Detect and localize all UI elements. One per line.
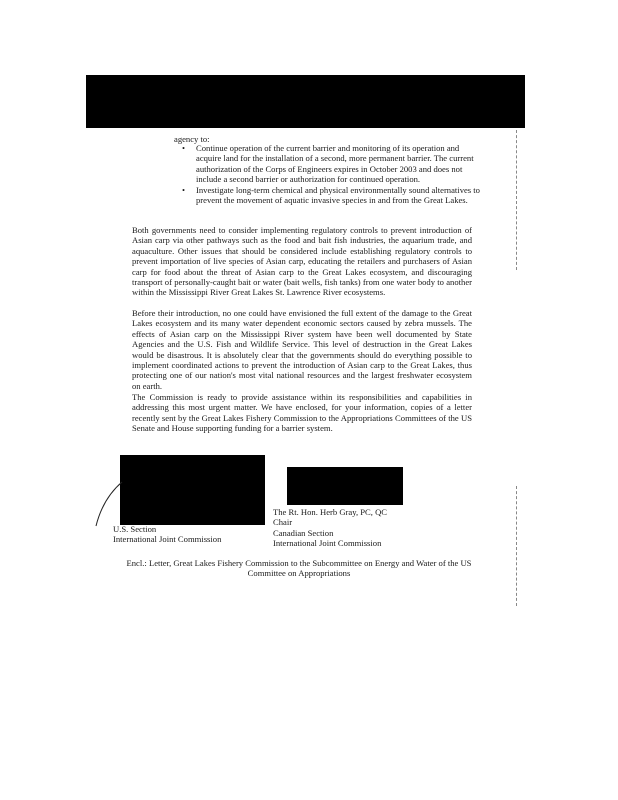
signature-block-right bbox=[273, 507, 387, 549]
signature-block-left bbox=[113, 524, 221, 545]
bullet-text: Continue operation of the current barrier and monitoring of its operation and acquire land for the installation of a second, more permanent barrier. The current authorization of the Corps of Engineers expires in October 2003 and does not include a second barrier or authorization for continued operation. bbox=[196, 143, 474, 185]
paragraph-regulatory-controls: Both governments need to consider implementing regulatory controls to prevent introduction of Asian carp via other pathways such as the food and bait fish industries, the aquarium trade, and aquaculture. Other issues that should be considered include establishing regulatory controls to prevent importation of live species of Asian carp, educating the retailers and purchasers of Asian carp for food about the threat of Asian carp to the Great Lakes ecosystem, and discouraging transport of personally-caught bait or water (bait wells, fish tanks) from one water body to another within the Mississippi River Great Lakes St. Lawrence River ecosystems. bbox=[132, 225, 472, 298]
signature-line: International Joint Commission bbox=[273, 538, 382, 549]
bullet-list bbox=[178, 143, 486, 205]
margin-scan-mark bbox=[516, 130, 518, 270]
bullet-item bbox=[182, 184, 486, 206]
redaction-block-signature-right bbox=[287, 467, 403, 505]
intro-line: agency to: bbox=[174, 134, 210, 144]
signature-line: U.S. Section bbox=[113, 524, 157, 534]
enclosure-note: Encl.: Letter, Great Lakes Fishery Commission to the Subcommittee on Energy and Water of the US Committee on Appropriations bbox=[126, 558, 472, 579]
paragraph-damage: Before their introduction, no one could have envisioned the full extent of the damage to the Great Lakes ecosystem and its many water dependent economic sectors caused by zebra mussels. The effects of Asian carp on the Mississippi River system have been well documented by State Agencies and the U.S. Fish and Wildlife Service. This level of destruction in the Great Lakes would be disastrous. It is absolutely clear that the governments should do everything possible to implement coordinated actions to prevent the introduction of Asian carp to the Great Lakes, thus protecting one of our nation's most vital national resources and the largest freshwater ecosystem on earth. bbox=[132, 308, 472, 391]
bullet-text: Investigate long-term chemical and physical environmentally sound alternatives to prevent the movement of aquatic invasive species in and from the Great Lakes. bbox=[196, 184, 480, 206]
redaction-block-signature-left bbox=[120, 455, 265, 525]
signature-pen-stroke bbox=[92, 480, 132, 530]
margin-scan-mark bbox=[516, 486, 518, 606]
signature-line: Canadian Section bbox=[273, 527, 334, 538]
signature-line: The Rt. Hon. Herb Gray, PC, QC bbox=[273, 507, 388, 517]
bullet-item bbox=[182, 143, 486, 185]
bullet-icon: • bbox=[182, 143, 186, 153]
signature-line: International Joint Commission bbox=[113, 534, 222, 545]
redaction-block-header bbox=[86, 75, 525, 128]
signature-line: Chair bbox=[273, 517, 293, 528]
bullet-icon: • bbox=[182, 184, 186, 195]
paragraph-assistance: The Commission is ready to provide assistance within its responsibilities and capabilities in addressing this most urgent matter. We have enclosed, for your information, copies of a letter recently sent by the Great Lakes Fishery Commission to the Appropriations Committees of the US Senate and House supporting funding for a barrier system. bbox=[132, 392, 472, 434]
